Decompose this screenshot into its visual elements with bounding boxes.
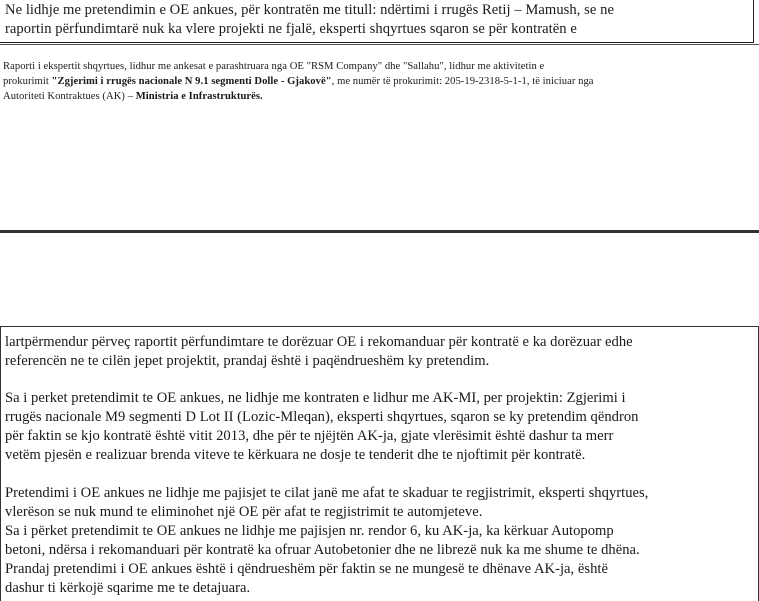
header-text: Autoriteti Kontraktues (AK) – [3,91,136,102]
report-header-line-1: Raporti i ekspertit shqyrtues, lidhur me ankesat e parashtruara nga OE "RSM Company" dhe "Sallahu", lidhur me aktivitetin e [3,61,545,72]
middle-separator [0,230,759,233]
report-header-line-3 [3,91,263,102]
paragraph-2-line-2: rrugës nacionale M9 segmenti D Lot II (Lozic-Mleqan), eksperti shqyrtues, sqaron se ky pretendim qëndron [5,409,639,425]
paragraph-4-line-3: Prandaj pretendimi i OE ankues është i qëndrueshëm për faktin se ne mungesë te dhënave AK-ja, është [5,561,608,577]
paragraph-3-line-2: vlerëson se nuk mund te eliminohet një OE për afat te regjistrimit te automjeteve. [5,504,483,520]
paragraph-2-line-4: vetëm pjesën e realizuar brenda viteve te kërkuara ne dosje te tenderit dhe te njoftimit për kontratë. [5,447,586,463]
paragraph-2-line-3: për faktin se kjo kontratë është vitit 2013, dhe për te njëjtën AK-ja, gjate vlerësimit është dashur ta merr [5,428,614,444]
paragraph-2-line-1: Sa i perket pretendimit te OE ankues, ne lidhje me kontraten e lidhur me AK-MI, per projektin: Zgjerimi i [5,390,626,406]
paragraph-3-line-1: Pretendimi i OE ankues ne lidhje me pajisjet te cilat janë me afat te skaduar te regjistrimit, eksperti shqyrtues, [5,485,649,501]
top-excerpt-line-2: raportin përfundimtarë nuk ka vlere projekti ne fjalë, eksperti shqyrtues sqaron se për kontratën e [5,21,577,37]
header-text: prokurimit [3,76,52,87]
paragraph-1-line-2: referencën ne te cilën jepet projektit, prandaj është i paqëndrueshëm ky pretendim. [5,353,490,369]
top-separator [0,44,759,45]
paragraph-4-line-4: dashur ti kërkojë sqarime me te detajuara. [5,580,251,596]
contracting-authority-name: Ministria e Infrastrukturës. [135,91,263,102]
procurement-title: "Zgjerimi i rrugës nacionale N 9.1 segmenti Dolle - Gjakovë" [51,76,332,87]
report-header-line-2 [3,76,594,87]
top-excerpt-line-1: Ne lidhje me pretendimin e OE ankues, për kontratën me titull: ndërtimi i rrugës Retij – Mamush, se ne [5,2,614,18]
paragraph-4-line-2: betoni, ndërsa i rekomanduari për kontratë ka ofruar Autobetonier dhe ne librezë nuk ka me shume te dhëna. [5,542,640,558]
paragraph-1-line-1: lartpërmendur përveç raportit përfundimtare te dorëzuar OE i rekomanduar për kontratë e ka dorëzuar edhe [5,334,633,350]
header-text: , me numër të prokurimit: 205-19-2318-5-1-1, të iniciuar nga [331,76,594,87]
paragraph-4-line-1: Sa i përket pretendimit te OE ankues ne lidhje me pajisjen nr. rendor 6, ku AK-ja, ka kërkuar Autopomp [5,523,614,539]
